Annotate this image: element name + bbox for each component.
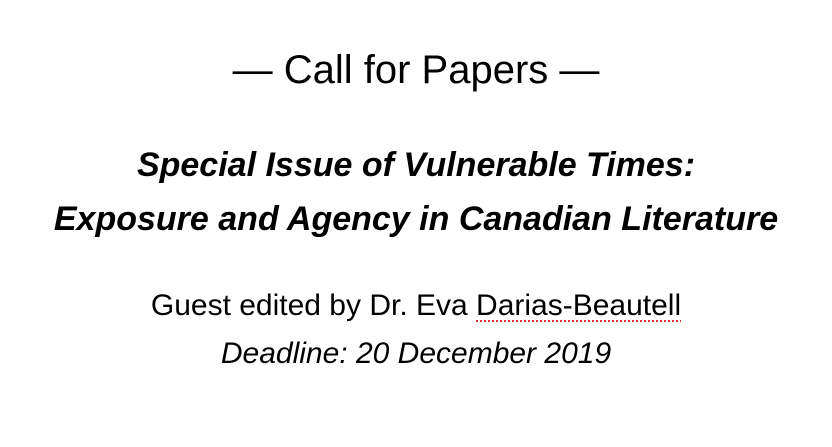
deadline-text: Deadline: 20 December 2019	[220, 337, 612, 370]
title-line-1: Special Issue of Vulnerable Times:	[136, 146, 696, 184]
guest-editor-surname[interactable]: Darias-Beautell	[476, 289, 682, 322]
guest-editor-line	[0, 286, 832, 326]
title-line-2: Exposure and Agency in Canadian Literature	[53, 200, 779, 238]
special-issue-title	[0, 138, 832, 246]
guest-editor-prefix: Guest edited by Dr. Eva	[150, 289, 477, 322]
call-for-papers-heading: — Call for Papers —	[232, 48, 600, 92]
